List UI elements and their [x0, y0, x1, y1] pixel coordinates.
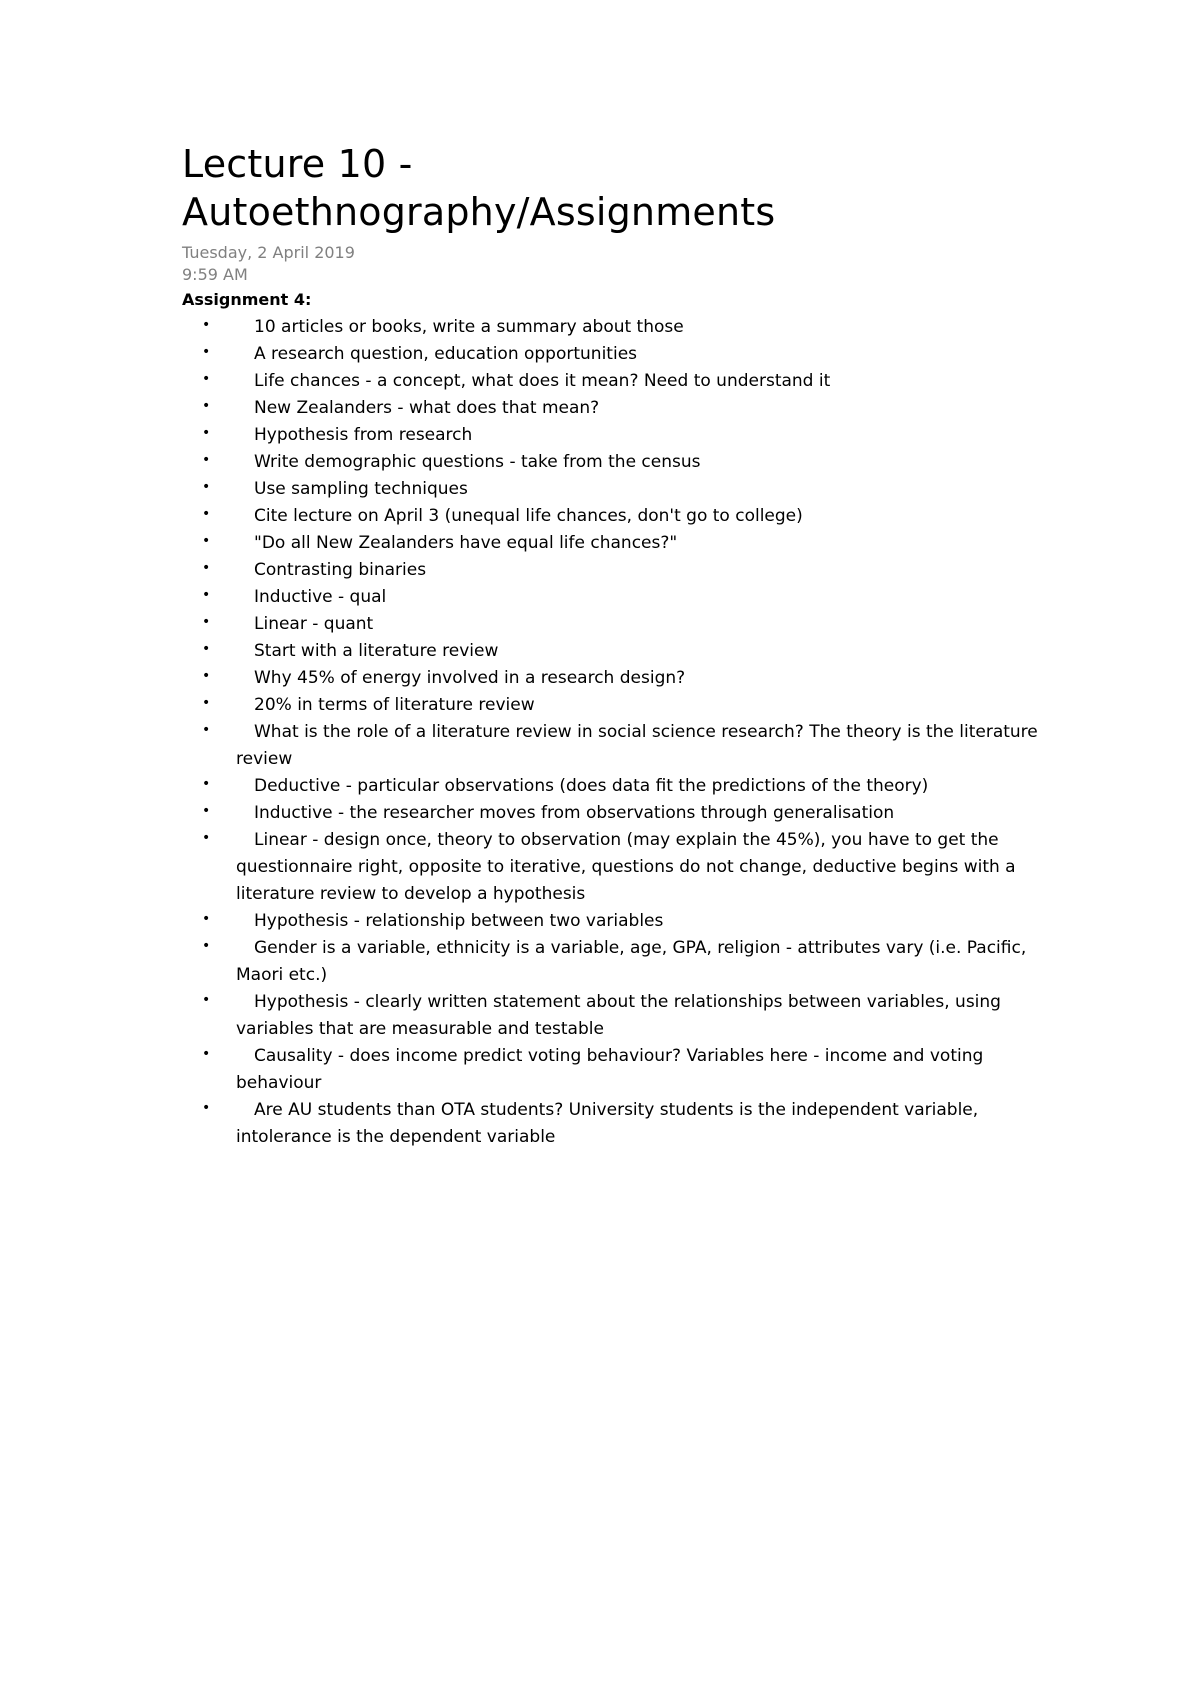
note-metadata	[182, 242, 1062, 286]
list-item	[182, 395, 1062, 422]
list-item-text: Are AU students than OTA students? University students is the independent variable, intolerance is the dependent variable	[236, 1100, 979, 1147]
list-item	[182, 719, 1062, 773]
list-item-text: Inductive - qual	[254, 587, 387, 607]
bullet-icon: •	[202, 776, 211, 792]
list-item	[182, 368, 1062, 395]
list-item	[182, 692, 1062, 719]
list-item	[182, 773, 1062, 800]
bullet-icon: •	[202, 641, 211, 657]
note-time: 9:59 AM	[182, 265, 248, 284]
list-item	[182, 503, 1062, 530]
list-item-text: Inductive - the researcher moves from observations through generalisation	[254, 803, 895, 823]
list-item	[182, 476, 1062, 503]
list-item-text: A research question, education opportunities	[254, 344, 638, 364]
bullet-icon: •	[202, 668, 211, 684]
list-item	[182, 908, 1062, 935]
list-item	[182, 638, 1062, 665]
list-item-text: Hypothesis - clearly written statement about the relationships between variables, using variables that are measurable and testable	[236, 992, 1001, 1039]
bullet-icon: •	[202, 803, 211, 819]
list-item-text: 20% in terms of literature review	[254, 695, 535, 715]
list-item	[182, 611, 1062, 638]
list-item-text: Hypothesis from research	[254, 425, 473, 445]
note-date: Tuesday, 2 April 2019	[182, 243, 355, 262]
bullet-icon: •	[202, 911, 211, 927]
list-item	[182, 1097, 1062, 1151]
title-line-2: Autoethnography/Assignments	[182, 190, 776, 234]
list-item	[182, 665, 1062, 692]
list-item	[182, 422, 1062, 449]
list-item	[182, 1043, 1062, 1097]
bullet-icon: •	[202, 1046, 211, 1062]
list-item-text: Why 45% of energy involved in a research design?	[254, 668, 686, 688]
list-item-text: Contrasting binaries	[254, 560, 427, 580]
bullet-icon: •	[202, 506, 211, 522]
bullet-icon: •	[202, 560, 211, 576]
list-item	[182, 449, 1062, 476]
list-item-text: Start with a literature review	[254, 641, 499, 661]
bullet-icon: •	[202, 452, 211, 468]
bullet-icon: •	[202, 938, 211, 954]
notes-list	[182, 314, 1062, 1151]
list-item	[182, 584, 1062, 611]
list-item	[182, 341, 1062, 368]
list-item	[182, 827, 1062, 908]
list-item	[182, 314, 1062, 341]
list-item	[182, 989, 1062, 1043]
list-item-text: Write demographic questions - take from the census	[254, 452, 701, 472]
bullet-icon: •	[202, 344, 211, 360]
bullet-icon: •	[202, 533, 211, 549]
bullet-icon: •	[202, 425, 211, 441]
bullet-icon: •	[202, 479, 211, 495]
list-item-text: Cite lecture on April 3 (unequal life chances, don't go to college)	[254, 506, 803, 526]
bullet-icon: •	[202, 587, 211, 603]
bullet-icon: •	[202, 1100, 211, 1116]
list-item-text: Gender is a variable, ethnicity is a variable, age, GPA, religion - attributes vary (i.e. Pacific, Maori etc.)	[236, 938, 1027, 985]
bullet-icon: •	[202, 317, 211, 333]
list-item-text: Linear - quant	[254, 614, 374, 634]
bullet-icon: •	[202, 371, 211, 387]
list-item-text: Linear - design once, theory to observation (may explain the 45%), you have to get the questionnaire right, opposite to iterative, questions do not change, deductive begins with a literature review to develop a hypothesis	[236, 830, 1016, 904]
list-item-text: 10 articles or books, write a summary about those	[254, 317, 684, 337]
bullet-icon: •	[202, 614, 211, 630]
bullet-icon: •	[202, 398, 211, 414]
page-title	[182, 140, 1062, 236]
list-item	[182, 800, 1062, 827]
list-item	[182, 557, 1062, 584]
list-item-text: Use sampling techniques	[254, 479, 468, 499]
list-item-text: Hypothesis - relationship between two variables	[254, 911, 664, 931]
bullet-icon: •	[202, 830, 211, 846]
list-item-text: Causality - does income predict voting behaviour? Variables here - income and voting behaviour	[236, 1046, 984, 1093]
list-item-text: What is the role of a literature review in social science research? The theory is the literature review	[236, 722, 1038, 769]
list-item	[182, 530, 1062, 557]
bullet-icon: •	[202, 722, 211, 738]
note-page	[182, 140, 1062, 1151]
list-item	[182, 935, 1062, 989]
list-item-text: New Zealanders - what does that mean?	[254, 398, 600, 418]
section-heading: Assignment 4:	[182, 290, 312, 309]
list-item-text: Deductive - particular observations (does data fit the predictions of the theory)	[254, 776, 929, 796]
bullet-icon: •	[202, 992, 211, 1008]
title-line-1: Lecture 10 -	[182, 142, 413, 186]
bullet-icon: •	[202, 695, 211, 711]
list-item-text: Life chances - a concept, what does it mean? Need to understand it	[254, 371, 831, 391]
list-item-text: "Do all New Zealanders have equal life chances?"	[254, 533, 678, 553]
